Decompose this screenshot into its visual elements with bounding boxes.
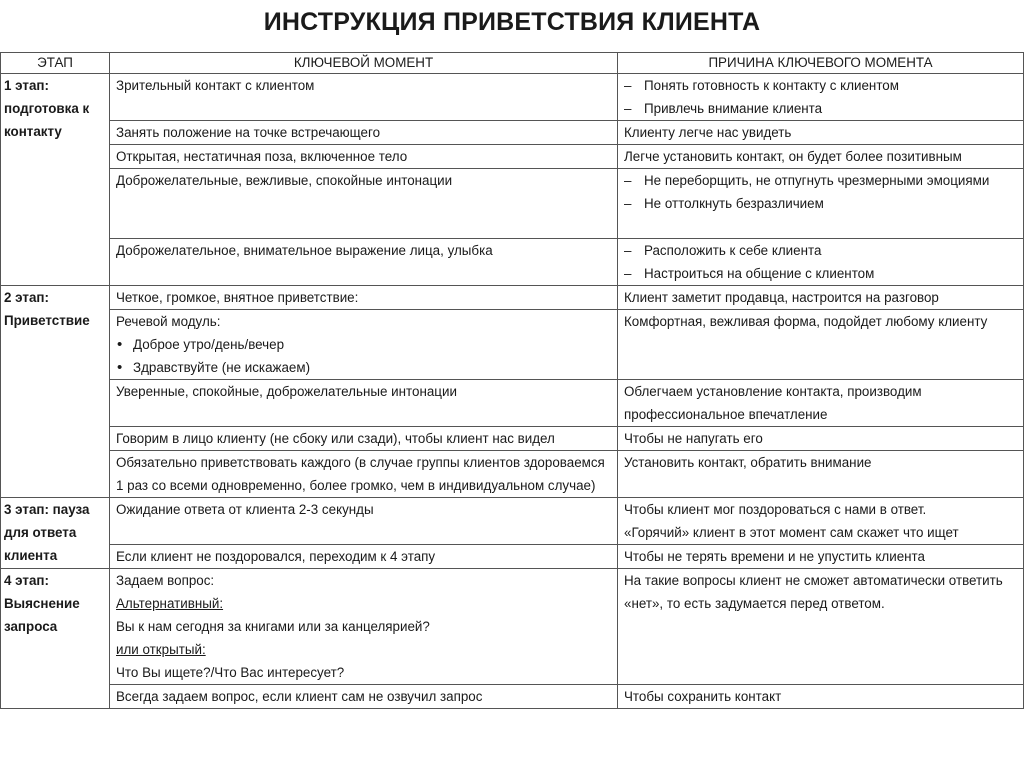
stage-cell-4	[1, 569, 110, 709]
reason-text: «Горячий» клиент в этот момент сам скажет что ищет	[624, 525, 959, 540]
table-row	[1, 310, 1024, 380]
moment-cell	[110, 310, 618, 380]
reason-item: – Расположить к себе клиента	[624, 239, 1020, 262]
table-row	[1, 498, 1024, 545]
stage-label: 4 этап:	[4, 573, 49, 588]
moment-cell: Обязательно приветствовать каждого (в случае группы клиентов здороваемся 1 раз со всеми одновременно, более громко, чем в индивидуальном случае)	[110, 451, 618, 498]
table-row	[1, 169, 1024, 239]
moment-cell: Говорим в лицо клиенту (не сбоку или сзади), чтобы клиент нас видел	[110, 427, 618, 451]
reason-cell	[618, 169, 1024, 239]
moment-cell: Ожидание ответа от клиента 2-3 секунды	[110, 498, 618, 545]
table-row	[1, 239, 1024, 286]
page-title: ИНСТРУКЦИЯ ПРИВЕТСТВИЯ КЛИЕНТА	[263, 8, 761, 36]
table-row	[1, 545, 1024, 569]
moment-cell: Всегда задаем вопрос, если клиент сам не озвучил запрос	[110, 685, 618, 709]
bullet-item: • Доброе утро/день/вечер	[116, 333, 614, 356]
moment-text: Что Вы ищете?/Что Вас интересует?	[116, 665, 345, 680]
table-row	[1, 145, 1024, 169]
moment-text: Речевой модуль:	[116, 314, 221, 329]
instruction-table	[0, 52, 1024, 709]
moment-cell	[110, 569, 618, 685]
table-row	[1, 451, 1024, 498]
table-row	[1, 685, 1024, 709]
stage-cell-1	[1, 74, 110, 286]
reason-cell: Чтобы не терять времени и не упустить клиента	[618, 545, 1024, 569]
stage-label: 2 этап:	[4, 290, 49, 305]
moment-cell: Доброжелательные, вежливые, спокойные интонации	[110, 169, 618, 239]
stage-label: Приветствие	[4, 313, 90, 328]
bullet-item: • Здравствуйте (не искажаем)	[116, 356, 614, 379]
reason-item: – Настроиться на общение с клиентом	[624, 262, 1020, 285]
reason-cell: Комфортная, вежливая форма, подойдет любому клиенту	[618, 310, 1024, 380]
moment-cell: Уверенные, спокойные, доброжелательные интонации	[110, 380, 618, 427]
stage-label: 3 этап: пауза	[4, 502, 90, 517]
header-reason: ПРИЧИНА КЛЮЧЕВОГО МОМЕНТА	[618, 53, 1024, 74]
header-stage: ЭТАП	[1, 53, 110, 74]
stage-cell-2	[1, 286, 110, 498]
reason-cell: Чтобы не напугать его	[618, 427, 1024, 451]
stage-label: Выяснение	[4, 596, 80, 611]
reason-cell	[618, 498, 1024, 545]
stage-label: запроса	[4, 619, 58, 634]
stage-cell-3	[1, 498, 110, 569]
stage-label: 1 этап:	[4, 78, 49, 93]
stage-label: контакту	[4, 124, 62, 139]
reason-cell: Клиенту легче нас увидеть	[618, 121, 1024, 145]
stage-label: для ответа	[4, 525, 77, 540]
reason-item: – Привлечь внимание клиента	[624, 97, 1020, 120]
table-row	[1, 380, 1024, 427]
moment-cell: Занять положение на точке встречающего	[110, 121, 618, 145]
moment-cell: Если клиент не поздоровался, переходим к 4 этапу	[110, 545, 618, 569]
reason-item: – Не оттолкнуть безразличием	[624, 192, 1020, 215]
question-type-label: Альтернативный:	[116, 596, 224, 611]
moment-text: Задаем вопрос:	[116, 573, 215, 588]
table-row	[1, 427, 1024, 451]
table-row	[1, 569, 1024, 685]
header-moment: КЛЮЧЕВОЙ МОМЕНТ	[110, 53, 618, 74]
reason-cell	[618, 74, 1024, 121]
reason-cell: Установить контакт, обратить внимание	[618, 451, 1024, 498]
reason-cell: На такие вопросы клиент не сможет автоматически ответить «нет», то есть задумается перед ответом.	[618, 569, 1024, 685]
moment-cell: Зрительный контакт с клиентом	[110, 74, 618, 121]
reason-cell	[618, 239, 1024, 286]
table-row	[1, 121, 1024, 145]
table-row	[1, 286, 1024, 310]
reason-cell: Облегчаем установление контакта, производим профессиональное впечатление	[618, 380, 1024, 427]
reason-cell: Легче установить контакт, он будет более позитивным	[618, 145, 1024, 169]
moment-cell: Доброжелательное, внимательное выражение лица, улыбка	[110, 239, 618, 286]
question-type-label: или открытый:	[116, 642, 206, 657]
reason-item: – Понять готовность к контакту с клиентом	[624, 74, 1020, 97]
reason-text: Чтобы клиент мог поздороваться с нами в ответ.	[624, 502, 927, 517]
stage-label: клиента	[4, 548, 58, 563]
reason-item: – Не переборщить, не отпугнуть чрезмерными эмоциями	[624, 169, 1020, 192]
table-row	[1, 74, 1024, 121]
reason-cell: Клиент заметит продавца, настроится на разговор	[618, 286, 1024, 310]
moment-cell: Открытая, нестатичная поза, включенное тело	[110, 145, 618, 169]
reason-cell: Чтобы сохранить контакт	[618, 685, 1024, 709]
moment-cell: Четкое, громкое, внятное приветствие:	[110, 286, 618, 310]
stage-label: подготовка к	[4, 101, 90, 116]
header-row	[1, 53, 1024, 74]
moment-text: Вы к нам сегодня за книгами или за канцелярией?	[116, 619, 430, 634]
